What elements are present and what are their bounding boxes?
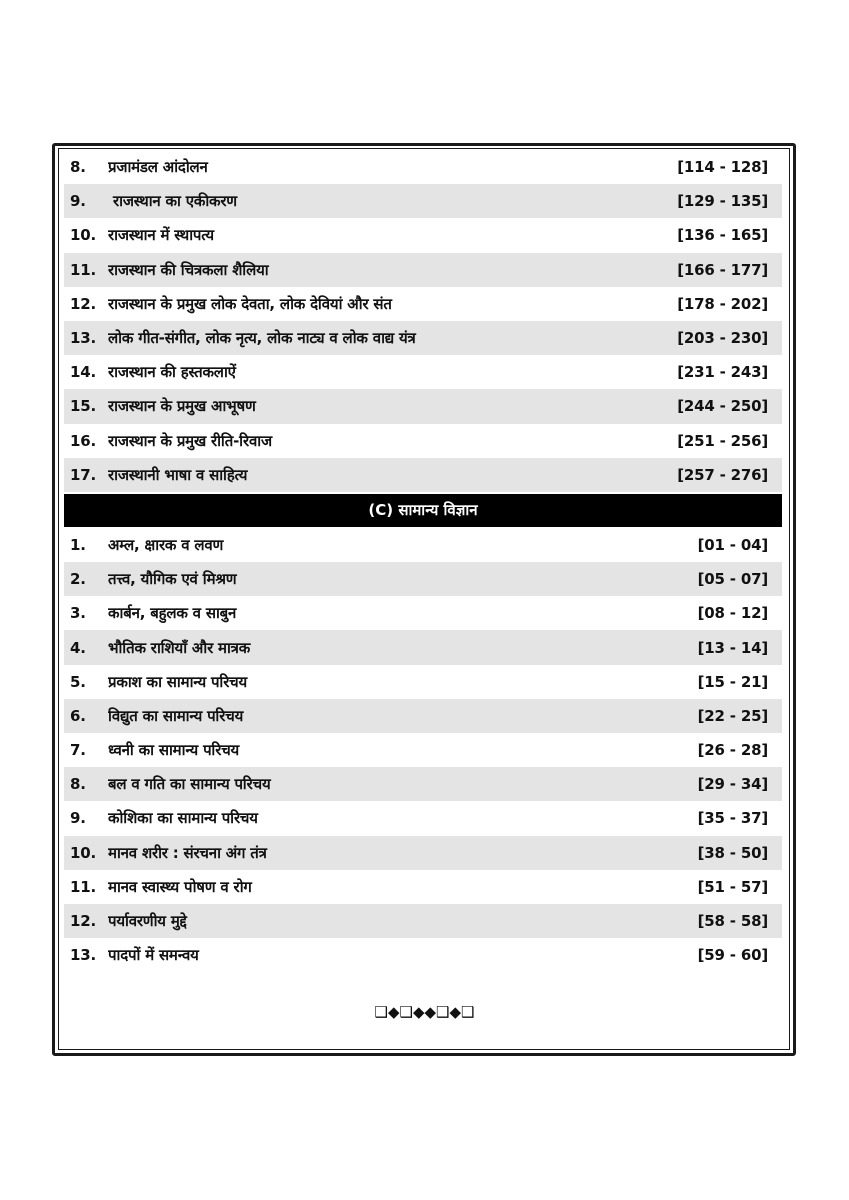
- toc-row-title: मानव शरीर : संरचना अंग तंत्र: [108, 843, 267, 862]
- toc-row: [64, 836, 782, 870]
- toc-row-title: तत्त्व, यौगिक एवं मिश्रण: [108, 570, 237, 589]
- toc-row: [64, 458, 782, 492]
- toc-row-page-range: [166 - 177]: [677, 260, 768, 279]
- toc-row: [64, 218, 782, 252]
- toc-row: [64, 699, 782, 733]
- toc-row: [64, 184, 782, 218]
- toc-row: [64, 424, 782, 458]
- toc-section-c: [64, 528, 782, 972]
- toc-row-number: 1.: [70, 535, 86, 554]
- toc-row-title: राजस्थानी भाषा व साहित्य: [108, 465, 248, 484]
- toc-row-title: राजस्थान का एकीकरण: [108, 192, 237, 211]
- section-c-heading-text: (C) सामान्य विज्ञान: [368, 501, 478, 520]
- toc-row-number: 7.: [70, 741, 86, 760]
- toc-row-page-range: [13 - 14]: [697, 638, 768, 657]
- toc-row-number: 14.: [70, 363, 96, 382]
- toc-row-title: विद्युत का सामान्य परिचय: [108, 706, 244, 725]
- toc-row-number: 8.: [70, 158, 86, 177]
- toc-row-number: 4.: [70, 638, 86, 657]
- toc-row-number: 12.: [70, 294, 96, 313]
- toc-row-page-range: [257 - 276]: [677, 465, 768, 484]
- toc-row-page-range: [114 - 128]: [677, 158, 768, 177]
- toc-row-page-range: [59 - 60]: [697, 946, 768, 965]
- toc-row-title: राजस्थान की हस्तकलाऐं: [108, 363, 236, 382]
- toc-row-number: 3.: [70, 604, 86, 623]
- toc-section-b-continued: [64, 150, 782, 492]
- toc-row-number: 10.: [70, 226, 96, 245]
- toc-row-title: राजस्थान के प्रमुख लोक देवता, लोक देवियां और संत: [108, 294, 392, 313]
- toc-row-number: 8.: [70, 775, 86, 794]
- toc-row: [64, 287, 782, 321]
- toc-row-number: 11.: [70, 877, 96, 896]
- toc-row-title: कोशिका का सामान्य परिचय: [108, 809, 258, 828]
- toc-row-page-range: [38 - 50]: [697, 843, 768, 862]
- toc-row: [64, 630, 782, 664]
- toc-row-title: प्रकाश का सामान्य परिचय: [108, 672, 247, 691]
- section-c-heading: [64, 494, 782, 527]
- toc-row-title: मानव स्वास्थ्य पोषण व रोग: [108, 877, 252, 896]
- toc-row-page-range: [22 - 25]: [697, 706, 768, 725]
- toc-row: [64, 528, 782, 562]
- toc-row-page-range: [15 - 21]: [697, 672, 768, 691]
- toc-row-title: ध्वनी का सामान्य परिचय: [108, 741, 240, 760]
- toc-row-page-range: [58 - 58]: [697, 912, 768, 931]
- toc-row-title: राजस्थान में स्थापत्य: [108, 226, 214, 245]
- toc-row-page-range: [35 - 37]: [697, 809, 768, 828]
- toc-row: [64, 801, 782, 835]
- toc-row: [64, 355, 782, 389]
- toc-row: [64, 665, 782, 699]
- toc-row-title: कार्बन, बहुलक व साबुन: [108, 604, 237, 623]
- toc-row-number: 9.: [70, 809, 86, 828]
- toc-row-title: प्रजामंडल आंदोलन: [108, 158, 208, 177]
- toc-row-title: राजस्थान की चित्रकला शैलिया: [108, 260, 269, 279]
- toc-row-title: भौतिक राशियाँ और मात्रक: [108, 638, 251, 657]
- toc-row: [64, 596, 782, 630]
- toc-row: [64, 938, 782, 972]
- toc-row-page-range: [203 - 230]: [677, 329, 768, 348]
- toc-row: [64, 733, 782, 767]
- toc-row: [64, 767, 782, 801]
- toc-row-number: 13.: [70, 329, 96, 348]
- toc-row-number: 5.: [70, 672, 86, 691]
- toc-row-page-range: [136 - 165]: [677, 226, 768, 245]
- ornament-divider: ❑◆❑◆◆❑◆❑: [374, 1003, 475, 1021]
- toc-row-number: 12.: [70, 912, 96, 931]
- toc-row-number: 13.: [70, 946, 96, 965]
- toc-row-page-range: [178 - 202]: [677, 294, 768, 313]
- toc-row: [64, 904, 782, 938]
- toc-row-number: 2.: [70, 570, 86, 589]
- toc-row: [64, 321, 782, 355]
- toc-row-title: पादपों में समन्वय: [108, 946, 199, 965]
- toc-row-number: 11.: [70, 260, 96, 279]
- toc-row: [64, 150, 782, 184]
- toc-row: [64, 562, 782, 596]
- toc-row-page-range: [08 - 12]: [697, 604, 768, 623]
- toc-row-page-range: [29 - 34]: [697, 775, 768, 794]
- toc-row-page-range: [01 - 04]: [697, 535, 768, 554]
- toc-row-title: राजस्थान के प्रमुख रीति-रिवाज: [108, 431, 272, 450]
- toc-row-page-range: [05 - 07]: [697, 570, 768, 589]
- toc-row-number: 6.: [70, 706, 86, 725]
- toc-row-page-range: [244 - 250]: [677, 397, 768, 416]
- toc-row-number: 15.: [70, 397, 96, 416]
- toc-row-number: 16.: [70, 431, 96, 450]
- toc-row: [64, 870, 782, 904]
- toc-row-title: लोक गीत-संगीत, लोक नृत्य, लोक नाट्य व लोक वाद्य यंत्र: [108, 329, 416, 348]
- toc-row-title: राजस्थान के प्रमुख आभूषण: [108, 397, 256, 416]
- table-of-contents: [64, 150, 782, 972]
- toc-row-number: 17.: [70, 465, 96, 484]
- toc-row-page-range: [231 - 243]: [677, 363, 768, 382]
- toc-row-page-range: [51 - 57]: [697, 877, 768, 896]
- toc-row-number: 9.: [70, 192, 86, 211]
- toc-row-title: अम्ल, क्षारक व लवण: [108, 535, 224, 554]
- toc-row: [64, 389, 782, 423]
- toc-row-page-range: [26 - 28]: [697, 741, 768, 760]
- toc-row-number: 10.: [70, 843, 96, 862]
- toc-row-page-range: [129 - 135]: [677, 192, 768, 211]
- toc-row: [64, 253, 782, 287]
- toc-row-title: बल व गति का सामान्य परिचय: [108, 775, 271, 794]
- toc-row-page-range: [251 - 256]: [677, 431, 768, 450]
- toc-row-title: पर्यावरणीय मुद्दे: [108, 912, 187, 931]
